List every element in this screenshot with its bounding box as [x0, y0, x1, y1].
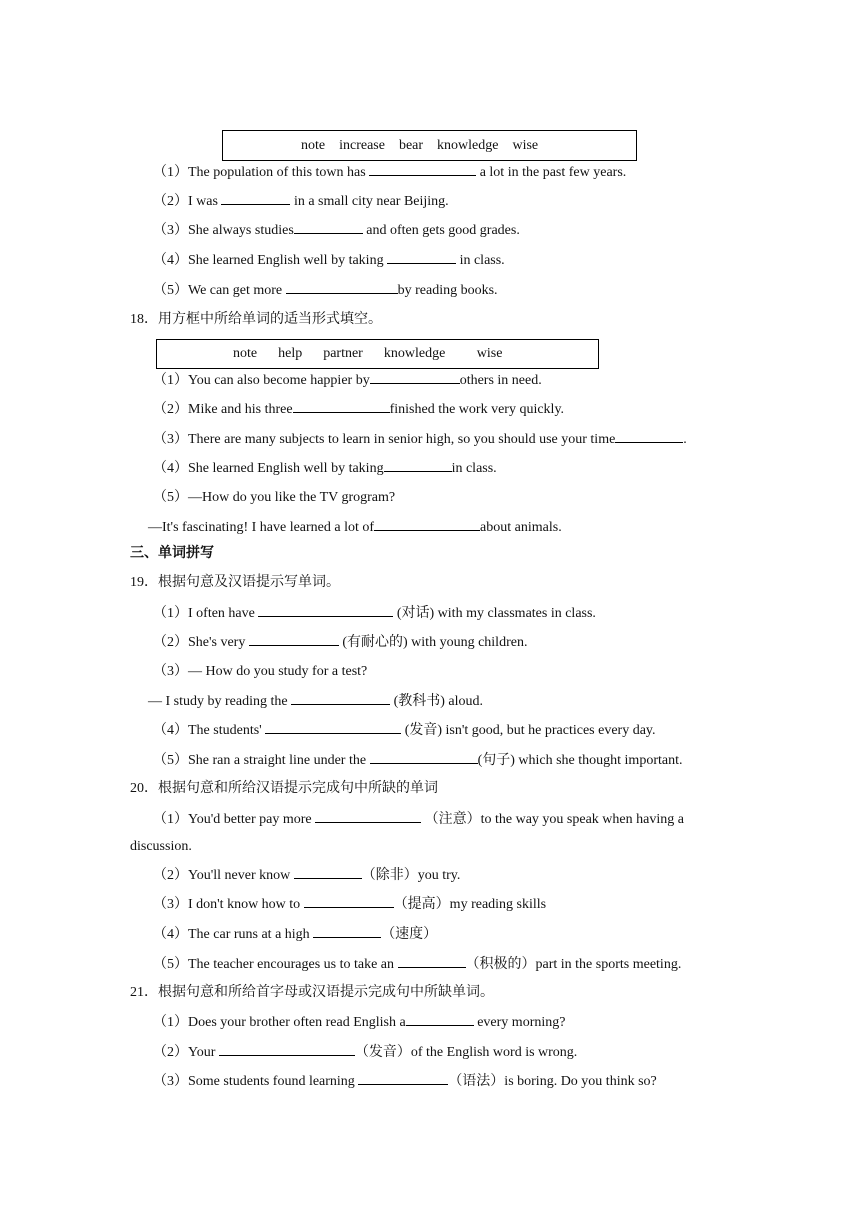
answer-blank[interactable]	[286, 281, 398, 294]
answer-blank[interactable]	[219, 1043, 355, 1056]
answer-blank[interactable]	[398, 955, 466, 968]
answer-blank[interactable]	[384, 459, 452, 472]
question-item: （1）I often have (对话) with my classmates in class.	[153, 606, 596, 621]
answer-blank[interactable]	[406, 1013, 474, 1026]
question-item: （4）The car runs at a high （速度）	[153, 927, 438, 942]
answer-blank[interactable]	[294, 221, 363, 234]
answer-blank[interactable]	[304, 895, 394, 908]
question-title: 20．根据句意和所给汉语提示完成句中所缺的单词	[130, 781, 438, 796]
answer-blank[interactable]	[258, 604, 393, 617]
question-item: （5）The teacher encourages us to take an （积极的）part in the sports meeting.	[153, 957, 682, 972]
question-item: （2）Mike and his three finished the work very quickly.	[153, 402, 565, 417]
word-box-17	[222, 130, 637, 161]
answer-blank[interactable]	[291, 692, 390, 705]
answer-blank[interactable]	[315, 810, 421, 823]
answer-blank[interactable]	[370, 371, 460, 384]
answer-blank[interactable]	[387, 251, 456, 264]
question-title: 19．根据句意及汉语提示写单词。	[130, 575, 340, 590]
question-item: （1）Does your brother often read English a every morning?	[153, 1015, 566, 1030]
answer-blank[interactable]	[221, 192, 290, 205]
word-box-words: note increase bear knowledge wise	[301, 137, 539, 153]
question-item: （2）She's very (有耐心的) with young children.	[153, 635, 528, 650]
question-title: 21．根据句意和所给首字母或汉语提示完成句中所缺单词。	[130, 985, 494, 1000]
question-item: （4）The students' (发音) isn't good, but he practices every day.	[153, 723, 656, 738]
word-box-18	[156, 339, 599, 369]
question-item: （2）You'll never know （除非）you try.	[153, 868, 461, 883]
question-item: （1）You can also become happier by others in need.	[153, 373, 542, 388]
question-item: （3）I don't know how to （提高）my reading skills	[153, 897, 547, 912]
answer-blank[interactable]	[369, 163, 476, 176]
answer-blank[interactable]	[313, 925, 381, 938]
question-item: （3）— How do you study for a test?	[153, 664, 368, 679]
answer-blank[interactable]	[615, 430, 683, 443]
question-item-continued: discussion.	[130, 839, 192, 854]
word-box-words: note help partner knowledge wise	[233, 346, 503, 361]
answer-blank[interactable]	[358, 1072, 448, 1085]
section-heading: 三、单词拼写	[130, 546, 214, 561]
answer-blank[interactable]	[265, 721, 401, 734]
question-item: （3）Some students found learning （语法）is boring. Do you think so?	[153, 1074, 657, 1089]
question-item: （1）The population of this town has a lot in the past few years.	[153, 165, 627, 180]
answer-blank[interactable]	[249, 633, 339, 646]
answer-blank[interactable]	[374, 518, 480, 531]
answer-blank[interactable]	[294, 866, 362, 879]
question-item: （5）—How do you like the TV grogram?	[153, 490, 396, 505]
question-title: 18．用方框中所给单词的适当形式填空。	[130, 312, 382, 327]
question-item: （4）She learned English well by taking in class.	[153, 461, 497, 476]
question-item: （1）You'd better pay more （注意）to the way you speak when having a	[153, 812, 684, 827]
question-item: （2）Your （发音）of the English word is wrong.	[153, 1045, 578, 1060]
answer-blank[interactable]	[370, 751, 478, 764]
question-item: （5）She ran a straight line under the (句子) which she thought important.	[153, 753, 683, 768]
question-item: （3）There are many subjects to learn in senior high, so you should use your time .	[153, 432, 687, 447]
question-item: （4）She learned English well by taking in class.	[153, 253, 505, 268]
question-item: （2）I was in a small city near Beijing.	[153, 194, 449, 209]
question-item: （5）We can get more by reading books.	[153, 283, 498, 298]
answer-blank[interactable]	[293, 400, 390, 413]
question-item: （3）She always studies and often gets good grades.	[153, 223, 520, 238]
answer-line: —It's fascinating! I have learned a lot of about animals.	[148, 520, 562, 535]
answer-line: — I study by reading the (教科书) aloud.	[148, 694, 484, 709]
